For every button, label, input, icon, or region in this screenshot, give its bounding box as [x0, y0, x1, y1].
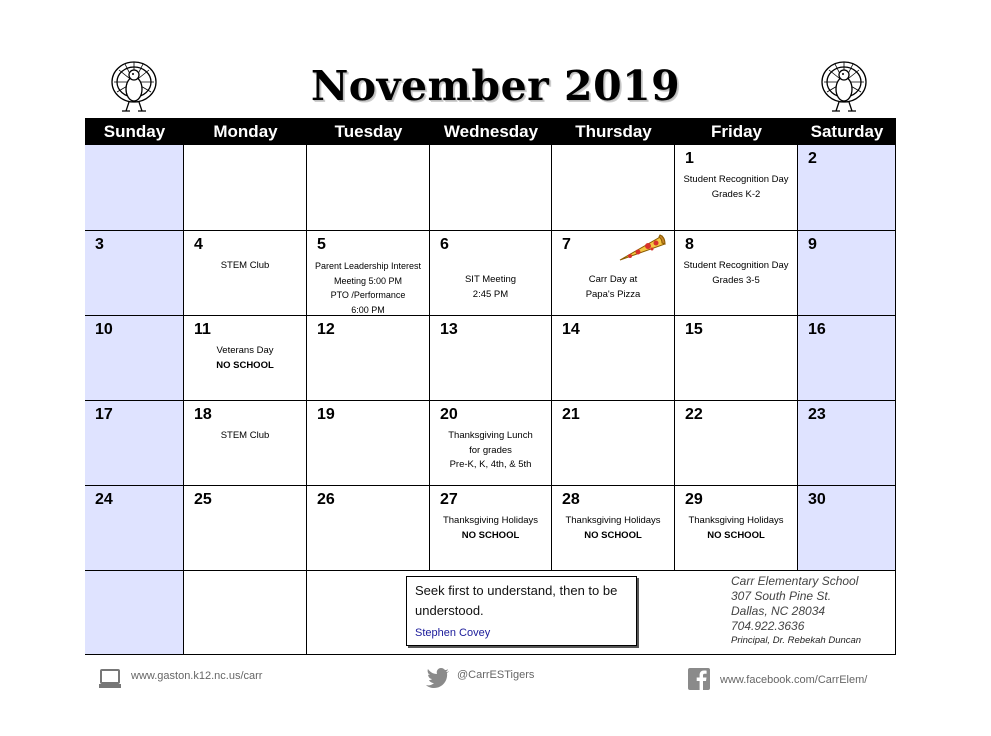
day-events: [184, 344, 306, 373]
event-line: NO SCHOOL: [216, 359, 274, 371]
day-cell-29: [675, 486, 798, 571]
day-number: 14: [562, 321, 580, 338]
empty-day-cell: [85, 145, 184, 231]
empty-day-cell: [307, 145, 430, 231]
day-number: 7: [562, 236, 571, 253]
day-cell-15: [675, 316, 798, 401]
day-number: 3: [95, 236, 104, 253]
day-events: [552, 273, 674, 302]
day-number: 28: [562, 491, 580, 508]
day-events: [675, 259, 797, 288]
day-number: 23: [808, 406, 826, 423]
day-cell-27: [430, 486, 552, 571]
event-line: Meeting 5:00 PM: [333, 275, 403, 286]
day-cell-28: [552, 486, 675, 571]
day-number: 6: [440, 236, 449, 253]
laptop-icon: [98, 667, 122, 691]
event-line: Papa's Pizza: [585, 288, 641, 300]
empty-day-cell: [184, 571, 307, 655]
day-cell-9: [798, 231, 896, 316]
weekday-header: [85, 118, 896, 145]
event-line: NO SCHOOL: [707, 529, 765, 541]
day-cell-5: [307, 231, 430, 316]
event-line: Thanksgiving Holidays: [442, 515, 539, 526]
event-line: Student Recognition Day: [683, 174, 789, 185]
school-name: Carr Elementary School: [731, 574, 859, 588]
turkey-icon: [819, 58, 869, 114]
day-cell-11: [184, 316, 307, 401]
quote-box: [406, 576, 637, 646]
day-number: 24: [95, 491, 113, 508]
day-cell-19: [307, 401, 430, 486]
empty-day-cell: [184, 145, 307, 231]
day-number: 21: [562, 406, 580, 423]
day-events: [430, 273, 551, 302]
day-cell-18: [184, 401, 307, 486]
empty-day-cell: [552, 145, 675, 231]
weekday-saturday: Saturday: [810, 122, 884, 141]
day-events: [430, 514, 551, 543]
event-line: Parent Leadership Interest: [314, 261, 422, 271]
facebook-icon: [688, 668, 710, 690]
day-events: [430, 429, 551, 473]
weekday-friday: Friday: [710, 122, 763, 141]
weekday-monday: Monday: [213, 122, 278, 141]
calendar-title: November 2019: [310, 62, 681, 110]
quote-author: Stephen Covey: [415, 627, 491, 639]
day-cell-20: [430, 401, 552, 486]
empty-day-cell: [430, 145, 552, 231]
day-number: 1: [685, 150, 694, 167]
day-events: [184, 429, 306, 444]
empty-day-cell: [85, 571, 184, 655]
day-events: [552, 514, 674, 543]
school-phone: 704.922.3636: [731, 619, 805, 633]
event-line: PTO /Performance: [330, 290, 406, 300]
day-cell-14: [552, 316, 675, 401]
event-line: 2:45 PM: [472, 288, 509, 300]
day-number: 11: [194, 321, 211, 338]
day-number: 16: [808, 321, 826, 338]
day-cell-26: [307, 486, 430, 571]
day-cell-3: [85, 231, 184, 316]
day-number: 12: [317, 321, 335, 338]
day-cell-21: [552, 401, 675, 486]
weekday-thursday: Thursday: [575, 122, 652, 141]
event-line: Thanksgiving Lunch: [448, 430, 533, 441]
event-line: Grades 3-5: [712, 274, 760, 286]
pizza-icon: [618, 232, 666, 264]
quote-text: Seek first to understand, then to be understood.: [415, 583, 618, 618]
weekday-tuesday: Tuesday: [334, 122, 403, 141]
day-events: [307, 259, 429, 317]
weekday-sunday: Sunday: [103, 122, 166, 141]
event-line: STEM Club: [220, 430, 270, 441]
day-cell-25: [184, 486, 307, 571]
event-line: 6:00 PM: [351, 304, 385, 315]
day-cell-13: [430, 316, 552, 401]
school-principal: Principal, Dr. Rebekah Duncan: [731, 635, 862, 646]
event-line: STEM Club: [220, 260, 270, 271]
day-cell-4: [184, 231, 307, 316]
event-line: Thanksgiving Holidays: [565, 515, 661, 526]
event-line: Carr Day at: [588, 274, 638, 285]
day-events: [184, 259, 306, 274]
day-number: 4: [194, 236, 203, 253]
event-line: Grades K-2: [711, 188, 761, 200]
day-cell-23: [798, 401, 896, 486]
day-events: [675, 173, 797, 202]
day-events: [675, 514, 797, 543]
turkey-icon: [109, 58, 159, 114]
day-cell-16: [798, 316, 896, 401]
facebook-link[interactable]: www.facebook.com/CarrElem/: [720, 674, 868, 686]
day-cell-30: [798, 486, 896, 571]
website-link[interactable]: www.gaston.k12.nc.us/carr: [131, 670, 263, 682]
day-cell-22: [675, 401, 798, 486]
day-number: 18: [194, 406, 212, 423]
event-line: for grades: [469, 444, 512, 456]
twitter-handle[interactable]: @CarrESTigers: [457, 669, 535, 681]
day-number: 20: [440, 406, 458, 423]
weekday-wednesday: Wednesday: [443, 122, 539, 141]
day-number: 19: [317, 406, 335, 423]
event-line: Veterans Day: [216, 345, 274, 356]
school-city: Dallas, NC 28034: [731, 604, 826, 618]
day-number: 25: [194, 491, 212, 508]
event-line: Student Recognition Day: [683, 260, 789, 271]
day-cell-6: [430, 231, 552, 316]
twitter-bird-icon: [426, 668, 450, 690]
day-cell-2: [798, 145, 896, 231]
day-number: 5: [317, 236, 326, 253]
day-number: 30: [808, 491, 826, 508]
day-cell-10: [85, 316, 184, 401]
day-number: 9: [808, 236, 817, 253]
school-street: 307 South Pine St.: [731, 589, 832, 603]
day-cell-8: [675, 231, 798, 316]
event-line: SIT Meeting: [464, 274, 517, 285]
day-number: 8: [685, 236, 694, 253]
event-line: NO SCHOOL: [461, 529, 520, 541]
day-number: 2: [808, 150, 817, 167]
day-cell-12: [307, 316, 430, 401]
event-line: NO SCHOOL: [584, 529, 642, 541]
event-line: Pre-K, K, 4th, & 5th: [449, 459, 532, 470]
day-number: 26: [317, 491, 335, 508]
day-cell-17: [85, 401, 184, 486]
event-line: Thanksgiving Holidays: [688, 515, 784, 526]
day-number: 22: [685, 406, 703, 423]
day-number: 17: [95, 406, 113, 423]
school-info: [731, 574, 896, 648]
day-cell-24: [85, 486, 184, 571]
day-cell-1: [675, 145, 798, 231]
day-number: 27: [440, 491, 458, 508]
day-number: 13: [440, 321, 458, 338]
day-number: 10: [95, 321, 113, 338]
day-number: 15: [685, 321, 703, 338]
day-number: 29: [685, 491, 703, 508]
